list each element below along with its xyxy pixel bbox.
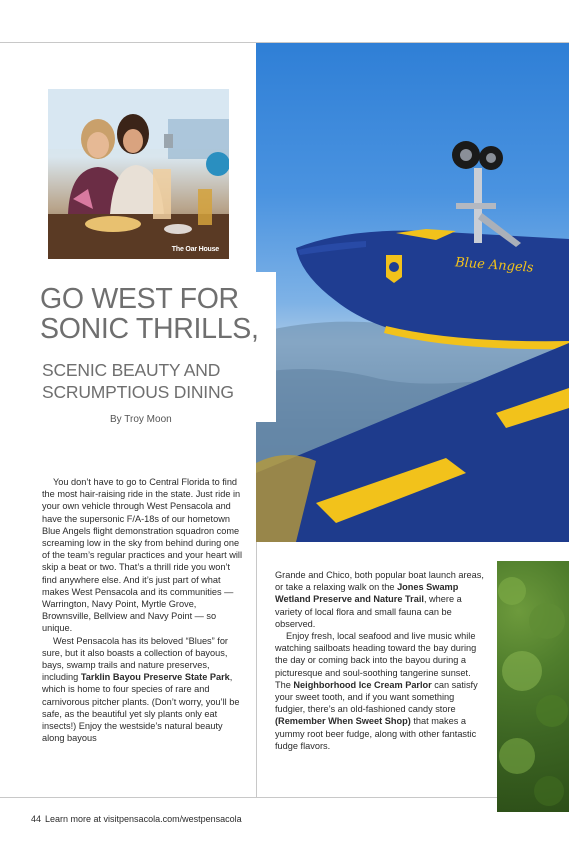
page-footer xyxy=(31,814,242,824)
article-column-2 xyxy=(275,569,485,752)
paragraph: You don’t have to go to Central Florida to find the most hair-raising ride in the state. Just ride in your own vehicle through West Pensacola and have the supersonic F/A-18s of our hometown Blue Angels flight demonstration squadron come screaming low in the sky from behind during one of the team’s regular practices and your heart will skip a beat or two. That’s a thrill ride you won’t find anywhere else. And it’s just part of what makes West Pensacola and its communities — Warrington, Navy Point, Myrtle Grove, Brownsville, Bellview and Navy Point — so unique. xyxy=(42,477,243,634)
headline xyxy=(40,284,280,344)
headline-line-2: SONIC THRILLS, xyxy=(40,313,259,345)
paragraph xyxy=(275,630,485,752)
text-run: that makes a yummy root beer fudge, along with other fantastic fudge flavors. xyxy=(275,716,477,751)
subheadline-line-1: SCENIC BEAUTY AND xyxy=(42,360,221,380)
foliage-illustration xyxy=(497,561,569,812)
subheadline xyxy=(42,359,262,403)
column-divider xyxy=(256,542,257,797)
foliage-photo xyxy=(497,561,569,812)
bold-place-name: Jones Swamp Wetland Preserve and Nature Trail xyxy=(275,582,459,605)
paragraph xyxy=(275,569,485,630)
restaurant-inset-photo xyxy=(48,89,229,259)
byline: By Troy Moon xyxy=(110,414,172,425)
subheadline-line-2: SCRUMPTIOUS DINING xyxy=(42,382,234,402)
jet-script-text: Blue Angels xyxy=(454,255,534,276)
text-run: West Pensacola has its beloved “Blues” for sure, but it also boasts a collection of bayous, bays, swamp trails and nature preserves, including xyxy=(42,635,228,683)
inset-illustration xyxy=(48,89,229,259)
page-number: 44 xyxy=(31,814,42,824)
bold-place-name: Neighborhood Ice Cream Parlor xyxy=(293,679,432,690)
text-run: can satisfy your sweet tooth, and if you want something fudgier, there’s an old-fashioned candy store xyxy=(275,679,478,715)
bold-place-name: Tarklin Bayou Preserve State Park xyxy=(80,672,230,683)
bottom-rule xyxy=(0,797,497,798)
text-run: Grande and Chico, both popular boat launch areas, or take a relaxing walk on the xyxy=(275,570,484,593)
text-run: , where a variety of local flora and small fauna can be observed. xyxy=(275,594,462,629)
blue-angels-jet-photo xyxy=(256,43,569,542)
bold-place-name: (Remember When Sweet Shop) xyxy=(275,716,411,727)
photo-credit: The Oar House xyxy=(171,246,219,253)
jet-illustration xyxy=(256,43,569,542)
text-run: Enjoy fresh, local seafood and live music while watching sailboats heading toward the bay during the day or coming back into the bayou during a picturesque and soul-soothing tangerine sunset. The xyxy=(275,631,477,690)
text-run: , which is home to four species of rare and carnivorous pitcher plants. (Don’t worry, you’ll be safe, as the beautiful yet sly plants only eat insects!) Enjoy the westside’s natural beauty along bayous xyxy=(42,672,240,744)
paragraph xyxy=(42,635,242,745)
footer-link-text[interactable]: Learn more at visitpensacola.com/westpensacola xyxy=(45,814,242,824)
headline-line-1: GO WEST FOR xyxy=(40,283,239,315)
article-column-1 xyxy=(42,476,242,744)
